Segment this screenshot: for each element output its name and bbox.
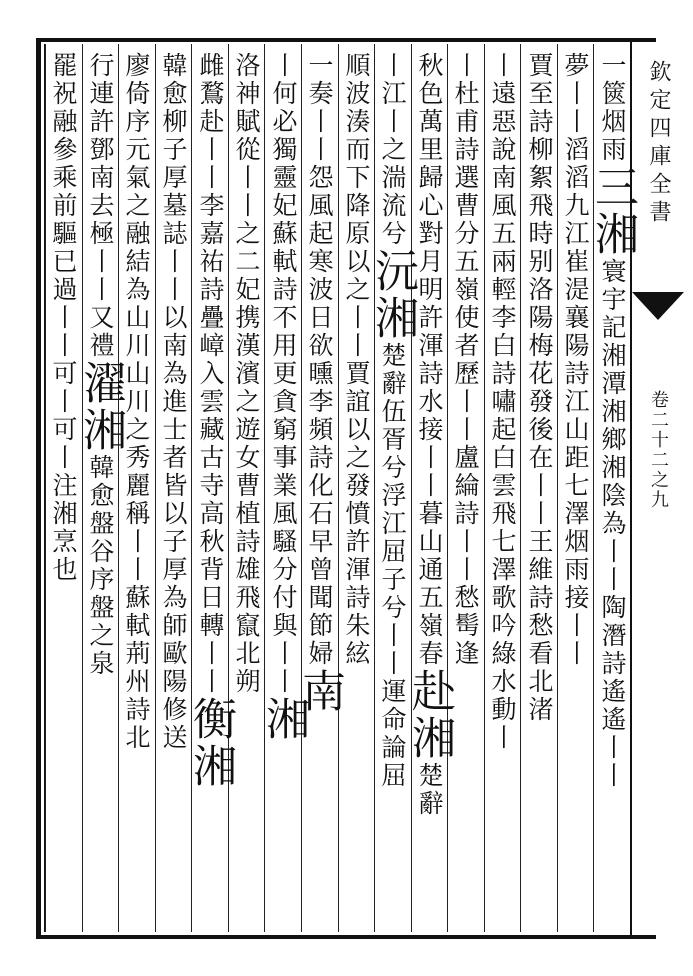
text-column [523, 52, 555, 932]
frame-left-border [36, 38, 41, 939]
commentary-text: 韓愈盤谷序盤之泉 [86, 454, 115, 678]
commentary-text: 丨何必獨靈妃蘇軾詩不用更貪窮事業風騷分付與丨丨 [269, 52, 298, 696]
commentary-text: 韓愈柳子厚墓誌丨丨以南為進士者皆以子厚為師歐陽修送 [159, 52, 188, 752]
column-rule [45, 44, 46, 932]
commentary-text: 雌鶩赴丨丨李嘉祐詩疊嶂入雲藏古寺高秋背日轉丨丨 [196, 52, 225, 696]
commentary-text: 楚辭 [415, 762, 444, 818]
column-rule [447, 44, 448, 932]
column-rule [228, 44, 229, 932]
commentary-text: 夢丨丨 [561, 52, 590, 136]
text-column [559, 52, 591, 932]
headword: 濯湘 [75, 360, 126, 454]
column-rule [338, 44, 339, 932]
column-rule [301, 44, 302, 932]
frame-top-border [36, 38, 656, 42]
headword: 赴湘 [404, 668, 455, 762]
text-column [75, 52, 126, 932]
headword: 湘 [258, 696, 309, 743]
text-column [120, 52, 152, 932]
book-title: 欽定四庫全書 [646, 60, 671, 228]
text-column [258, 52, 309, 932]
commentary-text: 洛神賦從丨丨之二妃携漢濱之遊女曹植詩雄飛竄北朔 [232, 52, 261, 696]
text-column [404, 52, 455, 932]
commentary-text: 秋色萬里歸心對月明許渾詩水接丨丨暮山通五嶺春 [415, 52, 444, 668]
text-column [157, 52, 189, 932]
column-rule [82, 44, 83, 932]
text-column [340, 52, 372, 932]
frame-bottom-border [36, 935, 656, 939]
column-rule [520, 44, 521, 932]
column-rule [264, 44, 265, 932]
text-column [230, 52, 262, 932]
text-column [47, 52, 79, 932]
commentary-text: 原以之丨丨賈誼以之發憤許渾詩朱絃 [342, 220, 371, 668]
commentary-text: 丨江丨之湍流兮 [378, 52, 407, 248]
commentary-text: 賈至詩柳絮飛時别洛陽梅花發後在丨丨王維詩愁看北渚 [525, 52, 554, 724]
fishtail-mark [632, 292, 684, 320]
commentary-text: 一篋烟雨 [598, 52, 627, 164]
commentary-text: 罷祝融參乘前驅已過丨丨可丨可丨注湘烹也 [49, 52, 78, 584]
headword: 三湘 [587, 164, 638, 258]
headword: 衡湘 [185, 696, 236, 790]
commentary-text: 一奏丨丨怨風起寒波日欲曛李頻詩化石早曾聞節婦 [305, 52, 334, 668]
commentary-text: 丨遠惡說南風五兩輕李白詩嘯起白雲飛七澤歌吟綠水動丨 [488, 52, 517, 752]
column-rule [118, 44, 119, 932]
column-rule [411, 44, 412, 932]
text-column [449, 52, 481, 932]
column-rule [374, 44, 375, 932]
headword: 沅湘 [367, 248, 418, 342]
commentary-text: 寰宇記湘潭湘鄉湘陰為丨丨陶潛詩遙遙丨丨 [598, 258, 627, 790]
fold-label: 卷二十二之九 [648, 390, 669, 510]
column-rule [557, 44, 558, 932]
column-rule [191, 44, 192, 932]
headword: 南 [294, 668, 345, 715]
column-rule [484, 44, 485, 932]
column-rule [155, 44, 156, 932]
text-column [185, 52, 236, 932]
text-column [486, 52, 518, 932]
commentary-text: 順波湊而下降 [342, 52, 371, 220]
commentary-text: 丨杜甫詩選曹分五嶺使者歷丨丨盧綸詩丨丨愁髩逢 [451, 52, 480, 668]
text-column [587, 52, 638, 932]
commentary-text: 滔滔九江崔湜襄陽詩江山距七澤烟雨接丨丨 [561, 136, 590, 668]
text-column [367, 52, 418, 932]
commentary-text: 行連許鄧南去極丨丨又禮 [86, 52, 115, 360]
commentary-text: 楚辭伍胥兮浮江屈子兮丨丨運命論屈 [378, 342, 407, 790]
commentary-text: 廖倚序元氣之融結為山川山川之秀麗稱丨丨蘇軾荊州詩北 [122, 52, 151, 752]
text-column [294, 52, 345, 932]
